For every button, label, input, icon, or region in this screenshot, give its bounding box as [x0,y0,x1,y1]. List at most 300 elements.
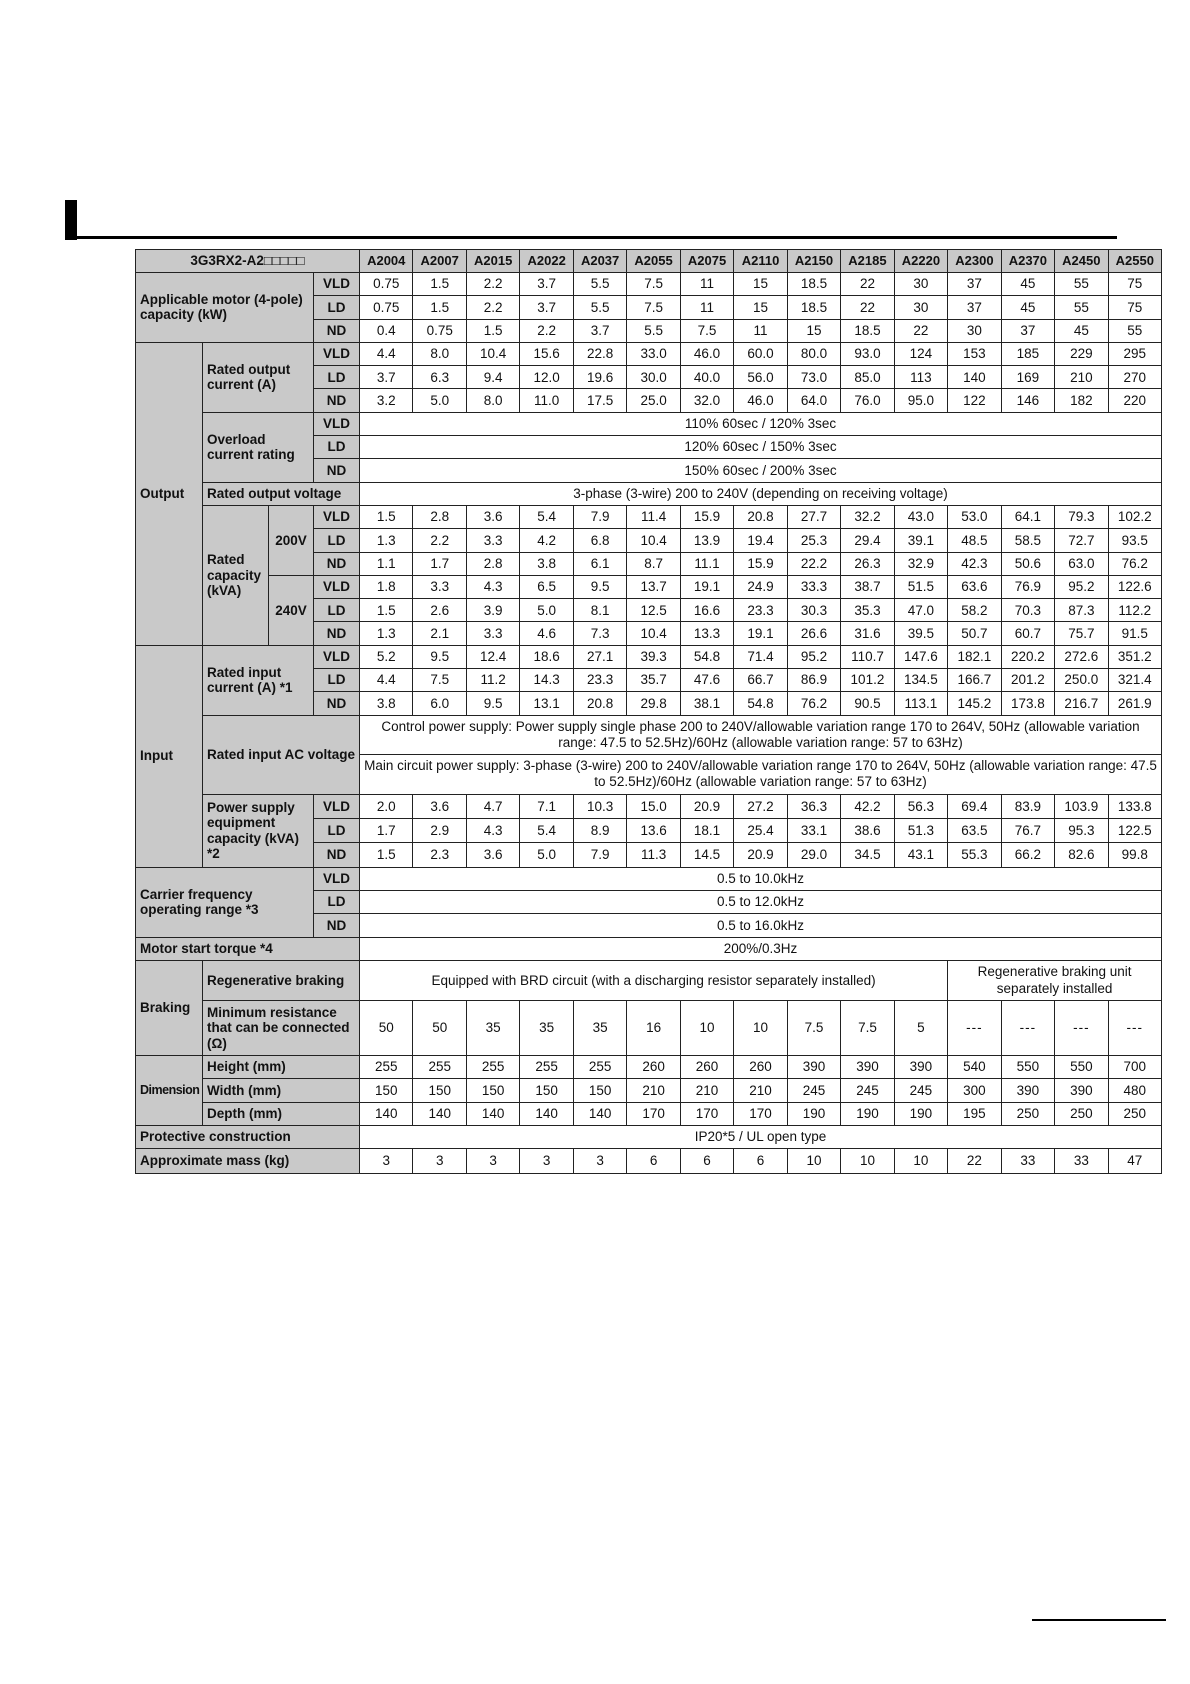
cell: 17.5 [573,389,626,412]
cell: 22 [841,273,894,296]
table-row [136,273,1162,296]
cell: 25.0 [627,389,680,412]
cell: 8.9 [573,818,626,842]
cell: 261.9 [1108,692,1161,715]
cell: 16.6 [680,599,733,622]
cell: 22 [841,296,894,319]
cell: 26.3 [841,552,894,575]
cell: --- [1055,1001,1108,1056]
table-row [136,794,1162,818]
rating-label: LD [314,529,360,552]
cell: 22 [894,319,947,342]
cell: 76.0 [841,389,894,412]
col-header: A2007 [413,250,466,273]
cell: 540 [948,1056,1001,1079]
cell: 13.7 [627,575,680,598]
spec-table [135,249,1162,1174]
cell: 5.2 [360,645,413,668]
cell: 9.4 [466,366,519,389]
col-header: A2185 [841,250,894,273]
cell: 15.9 [734,552,787,575]
rating-label: VLD [314,794,360,818]
cell: 480 [1108,1079,1161,1102]
rating-label: LD [314,669,360,692]
overload-vld-value: 110% 60sec / 120% 3sec [360,412,1162,435]
cell: 19.1 [734,622,787,645]
cell: 75.7 [1055,622,1108,645]
cell: 245 [841,1079,894,1102]
dimension-group-label: Dimension [136,1056,203,1126]
cell: 25.4 [734,818,787,842]
cell: 30.0 [627,366,680,389]
cell: 2.1 [413,622,466,645]
cell: 1.5 [413,296,466,319]
cell: 140 [413,1102,466,1125]
cell: 1.5 [360,843,413,867]
cell: 190 [787,1102,840,1125]
cell: 3.3 [466,622,519,645]
cell: 15 [734,296,787,319]
cell: 39.1 [894,529,947,552]
cell: 11.3 [627,843,680,867]
cell: 110.7 [841,645,894,668]
cell: 250 [1108,1102,1161,1125]
col-header: A2370 [1001,250,1054,273]
section-title-rule [65,236,1117,239]
cell: 6.3 [413,366,466,389]
table-row [136,482,1162,505]
input-group-label: Input [136,645,203,867]
cell: 13.9 [680,529,733,552]
depth-label: Depth (mm) [203,1102,360,1125]
cell: 3.6 [413,794,466,818]
cell: 255 [413,1056,466,1079]
cell: 122.5 [1108,818,1161,842]
cell: 6.5 [520,575,573,598]
cell: 5.0 [520,599,573,622]
cell: 26.6 [787,622,840,645]
cell: 150 [573,1079,626,1102]
cell: 3 [520,1149,573,1174]
cell: 7.9 [573,505,626,528]
cell: 2.9 [413,818,466,842]
cell: 22.8 [573,342,626,365]
cell: 53.0 [948,505,1001,528]
rating-label: ND [314,389,360,412]
cell: 20.8 [734,505,787,528]
cell: 13.6 [627,818,680,842]
rating-label: ND [314,692,360,715]
cell: 255 [520,1056,573,1079]
cell: 54.8 [680,645,733,668]
cell: 295 [1108,342,1161,365]
footer-rule [1032,1619,1166,1621]
cell: 102.2 [1108,505,1161,528]
cell: 18.5 [787,296,840,319]
rated-input-ac-voltage-label: Rated input AC voltage [203,715,360,794]
cell: 146 [1001,389,1054,412]
cell: 63.6 [948,575,1001,598]
cell: 166.7 [948,669,1001,692]
cell: 3 [413,1149,466,1174]
minimum-resistance-label: Minimum resistance that can be connected (Ω) [203,1001,360,1056]
cell: 30.3 [787,599,840,622]
width-label: Width (mm) [203,1079,360,1102]
cell: 15.0 [627,794,680,818]
table-row [136,1102,1162,1125]
cell: 35 [573,1001,626,1056]
rated-output-voltage-value: 3-phase (3-wire) 200 to 240V (depending on receiving voltage) [360,482,1162,505]
cell: 58.2 [948,599,1001,622]
model-label: 3G3RX2-A2□□□□□ [136,250,360,273]
table-row [136,1056,1162,1079]
cell: 46.0 [734,389,787,412]
cell: 150 [413,1079,466,1102]
cell: --- [1108,1001,1161,1056]
cell: 3.6 [466,505,519,528]
cell: 87.3 [1055,599,1108,622]
cell: 35.3 [841,599,894,622]
cell: 27.1 [573,645,626,668]
cell: 33.1 [787,818,840,842]
cell: 5.4 [520,505,573,528]
cell: 210 [627,1079,680,1102]
cell: 150 [360,1079,413,1102]
cell: 20.9 [734,843,787,867]
cell: 85.0 [841,366,894,389]
cell: 46.0 [680,342,733,365]
cell: 9.5 [573,575,626,598]
table-row [136,867,1162,890]
cell: 55 [1055,273,1108,296]
table-row [136,1149,1162,1174]
cell: 5.0 [520,843,573,867]
cell: 56.0 [734,366,787,389]
cell: 37 [1001,319,1054,342]
cell: 43.0 [894,505,947,528]
cell: 30 [894,296,947,319]
brd-circuit-value: Equipped with BRD circuit (with a discharging resistor separately installed) [360,960,948,1001]
col-header: A2300 [948,250,1001,273]
cell: 33 [1055,1149,1108,1174]
cell: 1.7 [413,552,466,575]
cell: 210 [1055,366,1108,389]
cell: 260 [734,1056,787,1079]
section-title-bar [65,200,77,240]
cell: 173.8 [1001,692,1054,715]
cell: 169 [1001,366,1054,389]
cell: 16 [627,1001,680,1056]
cell: 10 [787,1149,840,1174]
cell: 2.2 [466,273,519,296]
cell: 11.0 [520,389,573,412]
rating-label: LD [314,599,360,622]
cell: 13.3 [680,622,733,645]
cell: 0.75 [360,273,413,296]
cell: --- [948,1001,1001,1056]
cell: 122 [948,389,1001,412]
cell: 190 [841,1102,894,1125]
cell: 124 [894,342,947,365]
cell: 32.0 [680,389,733,412]
cell: 83.9 [1001,794,1054,818]
rating-label: ND [314,552,360,575]
cell: 54.8 [734,692,787,715]
cell: 43.1 [894,843,947,867]
cell: 5.5 [573,296,626,319]
carrier-vld-value: 0.5 to 10.0kHz [360,867,1162,890]
regenerative-braking-label: Regenerative braking [203,960,360,1001]
table-row [136,412,1162,435]
cell: 20.9 [680,794,733,818]
voltage-240v-label: 240V [269,575,314,645]
output-group-label: Output [136,342,203,645]
cell: 260 [627,1056,680,1079]
cell: 12.4 [466,645,519,668]
cell: 23.3 [734,599,787,622]
table-row [136,342,1162,365]
cell: 18.5 [787,273,840,296]
cell: 3.2 [360,389,413,412]
cell: 255 [573,1056,626,1079]
cell: 3.8 [520,552,573,575]
rating-label: VLD [314,575,360,598]
cell: 99.8 [1108,843,1161,867]
cell: 250.0 [1055,669,1108,692]
cell: 101.2 [841,669,894,692]
rated-output-voltage-label: Rated output voltage [203,482,360,505]
cell: 2.2 [466,296,519,319]
col-header: A2150 [787,250,840,273]
cell: 76.2 [787,692,840,715]
cell: 390 [894,1056,947,1079]
cell: 51.5 [894,575,947,598]
cell: 24.9 [734,575,787,598]
cell: 15.6 [520,342,573,365]
col-header: A2110 [734,250,787,273]
cell: 190 [894,1102,947,1125]
cell: 390 [841,1056,894,1079]
cell: 91.5 [1108,622,1161,645]
cell: 27.7 [787,505,840,528]
cell: 55 [1055,296,1108,319]
cell: 36.3 [787,794,840,818]
cell: 201.2 [1001,669,1054,692]
cell: 29.4 [841,529,894,552]
cell: 40.0 [680,366,733,389]
cell: 15 [787,319,840,342]
cell: 140 [360,1102,413,1125]
cell: 6.8 [573,529,626,552]
cell: 80.0 [787,342,840,365]
cell: 11.4 [627,505,680,528]
cell: 145.2 [948,692,1001,715]
cell: 255 [360,1056,413,1079]
cell: 6 [627,1149,680,1174]
cell: 7.9 [573,843,626,867]
cell: 11 [734,319,787,342]
cell: 5.5 [573,273,626,296]
cell: 51.3 [894,818,947,842]
cell: 4.3 [466,818,519,842]
cell: 270 [1108,366,1161,389]
cell: 18.1 [680,818,733,842]
table-row [136,937,1162,960]
rated-output-current-label: Rated output current (A) [203,342,314,412]
cell: 134.5 [894,669,947,692]
cell: 58.5 [1001,529,1054,552]
cell: 6.0 [413,692,466,715]
col-header: A2004 [360,250,413,273]
cell: 11.2 [466,669,519,692]
cell: 27.2 [734,794,787,818]
cell: 47.6 [680,669,733,692]
table-row [136,1079,1162,1102]
overload-ld-value: 120% 60sec / 150% 3sec [360,436,1162,459]
cell: 33 [1001,1149,1054,1174]
cell: 7.3 [573,622,626,645]
cell: 7.5 [627,296,680,319]
cell: 140 [948,366,1001,389]
cell: 390 [1055,1079,1108,1102]
braking-group-label: Braking [136,960,203,1055]
cell: 75 [1108,273,1161,296]
protective-construction-value: IP20*5 / UL open type [360,1125,1162,1148]
cell: 47.0 [894,599,947,622]
cell: 550 [1001,1056,1054,1079]
cell: 38.1 [680,692,733,715]
cell: 10.3 [573,794,626,818]
cell: 250 [1001,1102,1054,1125]
cell: 37 [948,296,1001,319]
cell: 19.6 [573,366,626,389]
rating-label: VLD [314,273,360,296]
rating-label: ND [314,319,360,342]
applicable-motor-label: Applicable motor (4-pole) capacity (kW) [136,273,314,343]
cell: 2.6 [413,599,466,622]
cell: 3.7 [360,366,413,389]
cell: 3.3 [466,529,519,552]
cell: 63.5 [948,818,1001,842]
cell: 4.7 [466,794,519,818]
cell: 75 [1108,296,1161,319]
rating-label: ND [314,459,360,482]
col-header: A2037 [573,250,626,273]
cell: 3 [466,1149,519,1174]
cell: 150 [466,1079,519,1102]
cell: 5.0 [413,389,466,412]
cell: 4.4 [360,342,413,365]
cell: 272.6 [1055,645,1108,668]
rating-label: ND [314,914,360,937]
cell: 112.2 [1108,599,1161,622]
carrier-nd-value: 0.5 to 16.0kHz [360,914,1162,937]
cell: 153 [948,342,1001,365]
cell: 86.9 [787,669,840,692]
cell: 140 [520,1102,573,1125]
cell: 321.4 [1108,669,1161,692]
motor-start-torque-label: Motor start torque *4 [136,937,360,960]
cell: 245 [894,1079,947,1102]
cell: 19.1 [680,575,733,598]
cell: 13.1 [520,692,573,715]
cell: 3.6 [466,843,519,867]
cell: 351.2 [1108,645,1161,668]
cell: 182 [1055,389,1108,412]
cell: 76.9 [1001,575,1054,598]
cell: 1.3 [360,622,413,645]
cell: 95.2 [1055,575,1108,598]
rating-label: VLD [314,412,360,435]
cell: 220.2 [1001,645,1054,668]
col-header: A2055 [627,250,680,273]
cell: 210 [734,1079,787,1102]
approximate-mass-label: Approximate mass (kg) [136,1149,360,1174]
cell: 8.7 [627,552,680,575]
cell: 140 [466,1102,519,1125]
table-row [136,645,1162,668]
cell: 19.4 [734,529,787,552]
cell: 50.6 [1001,552,1054,575]
cell: 35 [520,1001,573,1056]
table-row [136,715,1162,755]
cell: 39.5 [894,622,947,645]
cell: 255 [466,1056,519,1079]
cell: 7.5 [680,319,733,342]
cell: 12.5 [627,599,680,622]
cell: 7.1 [520,794,573,818]
cell: 2.0 [360,794,413,818]
cell: 3 [573,1149,626,1174]
cell: 700 [1108,1056,1161,1079]
cell: 9.5 [413,645,466,668]
cell: 15 [734,273,787,296]
cell: 45 [1001,296,1054,319]
cell: 38.6 [841,818,894,842]
col-header: A2015 [466,250,519,273]
cell: 9.5 [466,692,519,715]
cell: 55 [1108,319,1161,342]
cell: 79.3 [1055,505,1108,528]
cell: 1.3 [360,529,413,552]
table-row [136,960,1162,1001]
cell: 113 [894,366,947,389]
rating-label: ND [314,843,360,867]
cell: 50.7 [948,622,1001,645]
cell: 122.6 [1108,575,1161,598]
cell: 4.2 [520,529,573,552]
cell: 47 [1108,1149,1161,1174]
cell: 64.1 [1001,505,1054,528]
cell: 15.9 [680,505,733,528]
cell: 18.5 [841,319,894,342]
rating-label: LD [314,436,360,459]
cell: 60.7 [1001,622,1054,645]
cell: 2.3 [413,843,466,867]
cell: 5.4 [520,818,573,842]
cell: 48.5 [948,529,1001,552]
cell: 103.9 [1055,794,1108,818]
cell: 66.7 [734,669,787,692]
cell: 0.75 [360,296,413,319]
rating-label: LD [314,890,360,913]
col-header: A2450 [1055,250,1108,273]
cell: 10.4 [627,529,680,552]
cell: 185 [1001,342,1054,365]
cell: 73.0 [787,366,840,389]
rating-label: VLD [314,505,360,528]
cell: 50 [413,1001,466,1056]
